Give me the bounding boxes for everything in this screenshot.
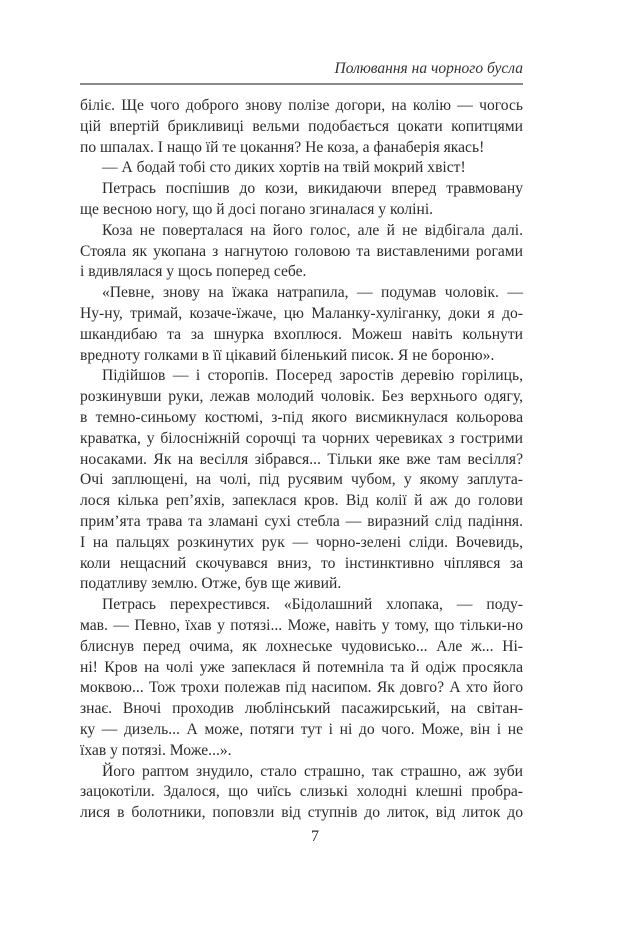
paragraph	[80, 158, 523, 179]
text-line: біліє. Ще чого доброго знову полізе догори, на колію — чогось	[80, 97, 523, 114]
text-line: розкинувши руки, лежав молодий чоловік. Без верхнього одягу,	[80, 388, 523, 406]
header-rule	[80, 83, 523, 85]
text-line: шкандибаю та за шнурка вхоплюся. Можеш навіть кольнути	[80, 325, 523, 343]
text-line: цій впертій брикливиці вельми подобається цокати копитцями	[80, 117, 523, 135]
text-line: лися в болотники, поповзли від ступнів до литок, від литок до	[80, 804, 523, 822]
text-line: і вдивлялася у щось поперед себе.	[80, 263, 307, 281]
body-text	[80, 96, 523, 824]
text-line: прим’ята трава та зламані сухі стебла — виразний слід падіння.	[80, 512, 523, 530]
text-line: знає. Вночі проходив люблінський пасажирський, на світан-	[80, 700, 523, 718]
text-line: мав. — Певно, їхав у потязі... Може, навіть у тому, що тільки-но	[80, 616, 523, 634]
text-line: краватка, у білосніжній сорочці та чорних черевиках з гострими	[80, 429, 523, 447]
text-line: лося кілька реп’яхів, запеклася кров. Від колії й аж до голови	[80, 492, 523, 510]
text-line: Стояла як укопана з нагнутою головою та виставленими рогами	[80, 242, 523, 260]
text-line: податливу землю. Отже, був ще живий.	[80, 575, 342, 593]
page-number: 7	[311, 828, 319, 845]
running-head: Полювання на чорного бусла	[334, 60, 523, 77]
paragraph	[80, 762, 523, 824]
text-line: коли нещасний скочувався вниз, то інстинктивно чіплявся за	[80, 554, 523, 572]
paragraph	[80, 595, 523, 761]
text-line: Петрась перехрестився. «Бідолашний хлопака, — поду-	[102, 596, 523, 614]
text-line: моквою... Тож трохи полежав під насипом. Як довго? А хто його	[80, 679, 523, 697]
text-line: І на пальцях розкинутих рук — чорно-зелені сліди. Вочевидь,	[80, 533, 523, 551]
text-line: блиснув перед очима, як лохнеське чудовисько... Але ж... Ні-	[80, 637, 523, 655]
text-line: Ну-ну, тримай, козаче-їжаче, цю Маланку-хуліганку, доки я до-	[80, 304, 523, 322]
text-line: носаками. Як на весілля зібрався... Тільки яке вже там весілля?	[80, 450, 523, 468]
text-line: зацокотіли. Здалося, що чиїсь слизькі холодні клешні пробра-	[80, 783, 523, 801]
text-line: по шпалах. І нащо їй те цокання? Не коза, а фанаберія якась!	[80, 138, 485, 156]
text-line: Очі заплющені, на чолі, під русявим чубом, у якому заплута-	[80, 471, 523, 489]
text-line: їхав у потязі. Може...».	[80, 741, 232, 759]
text-line: Підійшов — і сторопів. Посеред заростів деревію горілиць,	[102, 367, 523, 385]
text-line: ні! Кров на чолі уже запеклася й потемніла та й одіж просякла	[80, 658, 523, 676]
text-line: ще весною ногу, що й досі погано згиналася у коліні.	[80, 200, 434, 218]
text-line: в темно-синьому костюмі, з-під якого висмикнулася кольорова	[80, 408, 523, 426]
text-line: Його раптом знудило, стало страшно, так страшно, аж зуби	[102, 762, 523, 780]
text-line: Коза не поверталася на його голос, але й не відбігала далі.	[102, 221, 523, 239]
text-line: ку — дизель... А може, потяги тут і ні до чого. Може, він і не	[80, 720, 523, 738]
text-line: «Певне, знову на їжака натрапила, — подумав чоловік. —	[102, 284, 523, 302]
paragraph	[80, 366, 523, 595]
text-line: — А бодай тобі сто диких хортів на твій мокрий хвіст!	[102, 159, 466, 177]
text-line: вредноту голками в її цікавий біленький писок. Я не бороню».	[80, 346, 495, 364]
paragraph	[80, 96, 523, 158]
paragraph	[80, 283, 523, 366]
paragraph	[80, 221, 523, 283]
paragraph	[80, 179, 523, 221]
text-line: Петрась поспішив до кози, викидаючи вперед травмовану	[102, 180, 523, 198]
